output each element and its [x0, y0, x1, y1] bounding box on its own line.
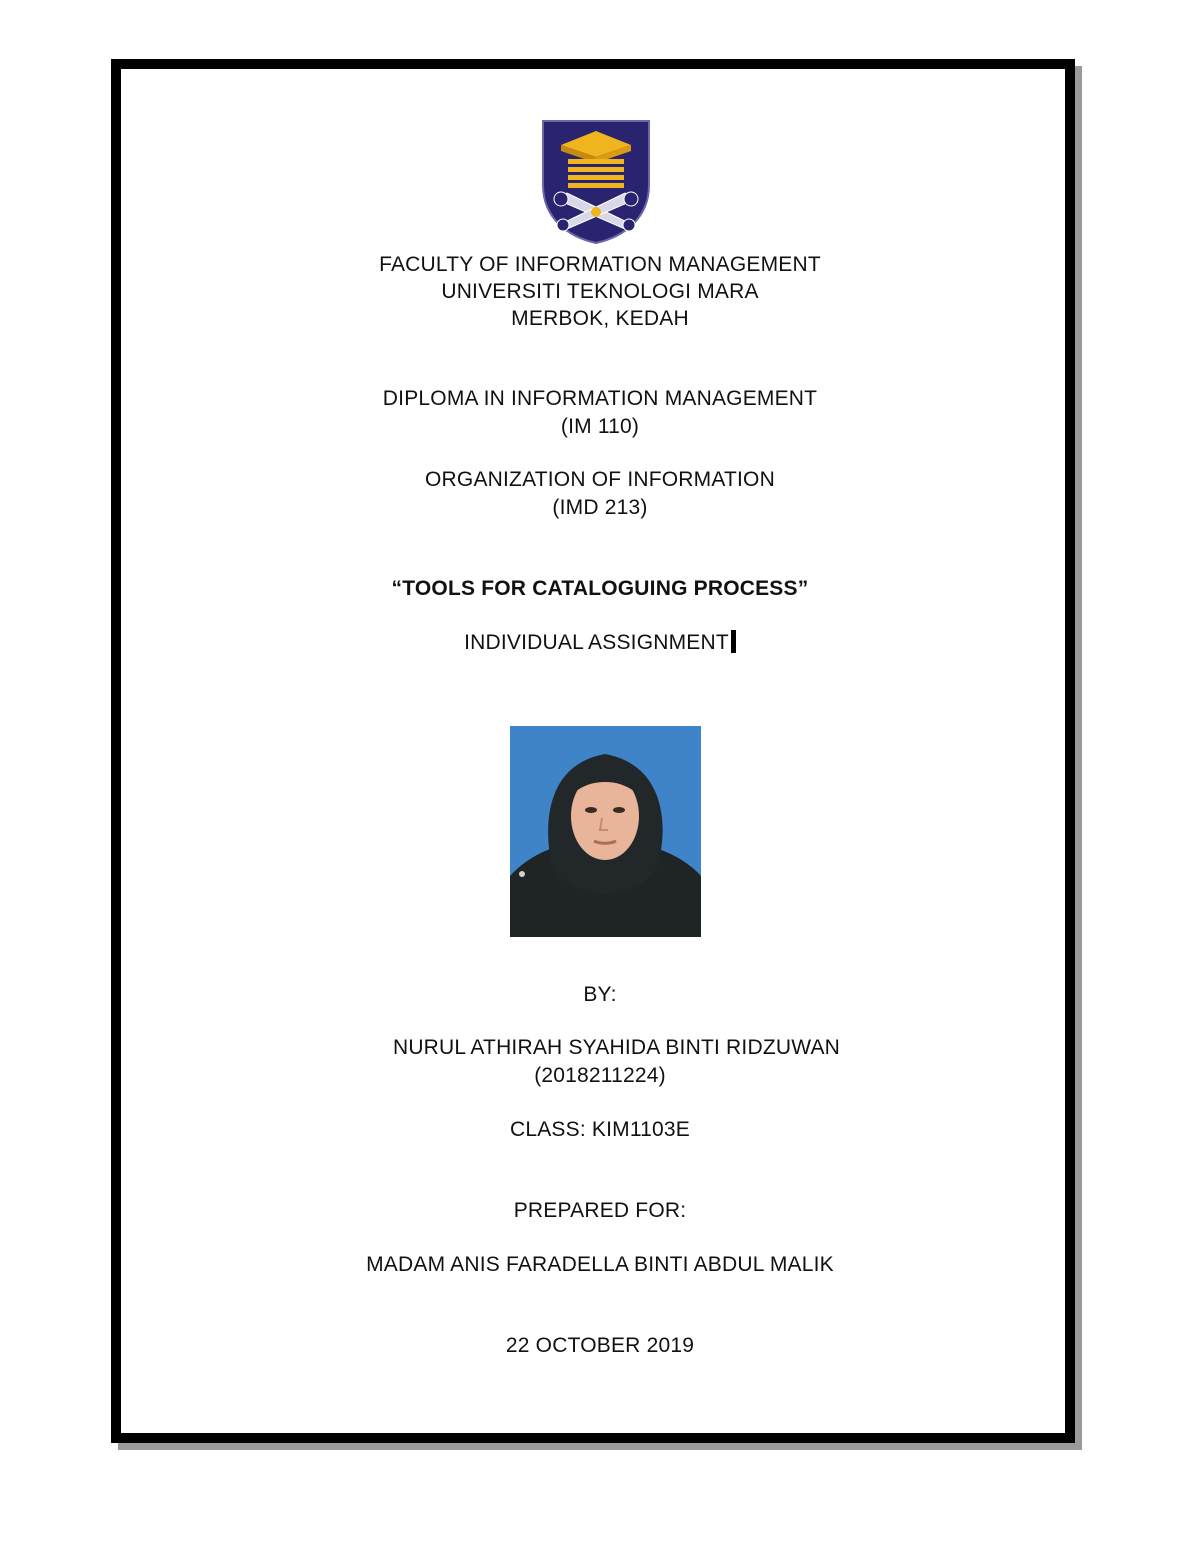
course-code: (IMD 213) [552, 496, 648, 519]
student-name: NURUL ATHIRAH SYAHIDA BINTI RIDZUWAN [392, 1036, 841, 1059]
university-crest-logo [541, 119, 651, 245]
student-photo [510, 726, 701, 937]
campus-location: MERBOK, KEDAH [511, 307, 689, 330]
student-id: (2018211224) [534, 1064, 666, 1087]
course-name: ORGANIZATION OF INFORMATION [425, 468, 775, 491]
programme-code: (IM 110) [560, 415, 640, 438]
university-name: UNIVERSITI TEKNOLOGI MARA [441, 280, 759, 303]
assignment-title: “TOOLS FOR CATALOGUING PROCESS” [391, 577, 809, 600]
by-label: BY: [583, 983, 617, 1006]
faculty-name: FACULTY OF INFORMATION MANAGEMENT [379, 253, 821, 276]
student-class: CLASS: KIM1103E [509, 1118, 691, 1141]
assignment-type-line [0, 630, 1200, 656]
programme-name: DIPLOMA IN INFORMATION MANAGEMENT [382, 387, 818, 410]
submission-date: 22 OCTOBER 2019 [505, 1334, 695, 1357]
text-cursor-mark [731, 630, 736, 653]
assignment-type: INDIVIDUAL ASSIGNMENT [464, 631, 729, 654]
lecturer-name: MADAM ANIS FARADELLA BINTI ABDUL MALIK [366, 1253, 834, 1276]
prepared-for-label: PREPARED FOR: [513, 1199, 687, 1222]
